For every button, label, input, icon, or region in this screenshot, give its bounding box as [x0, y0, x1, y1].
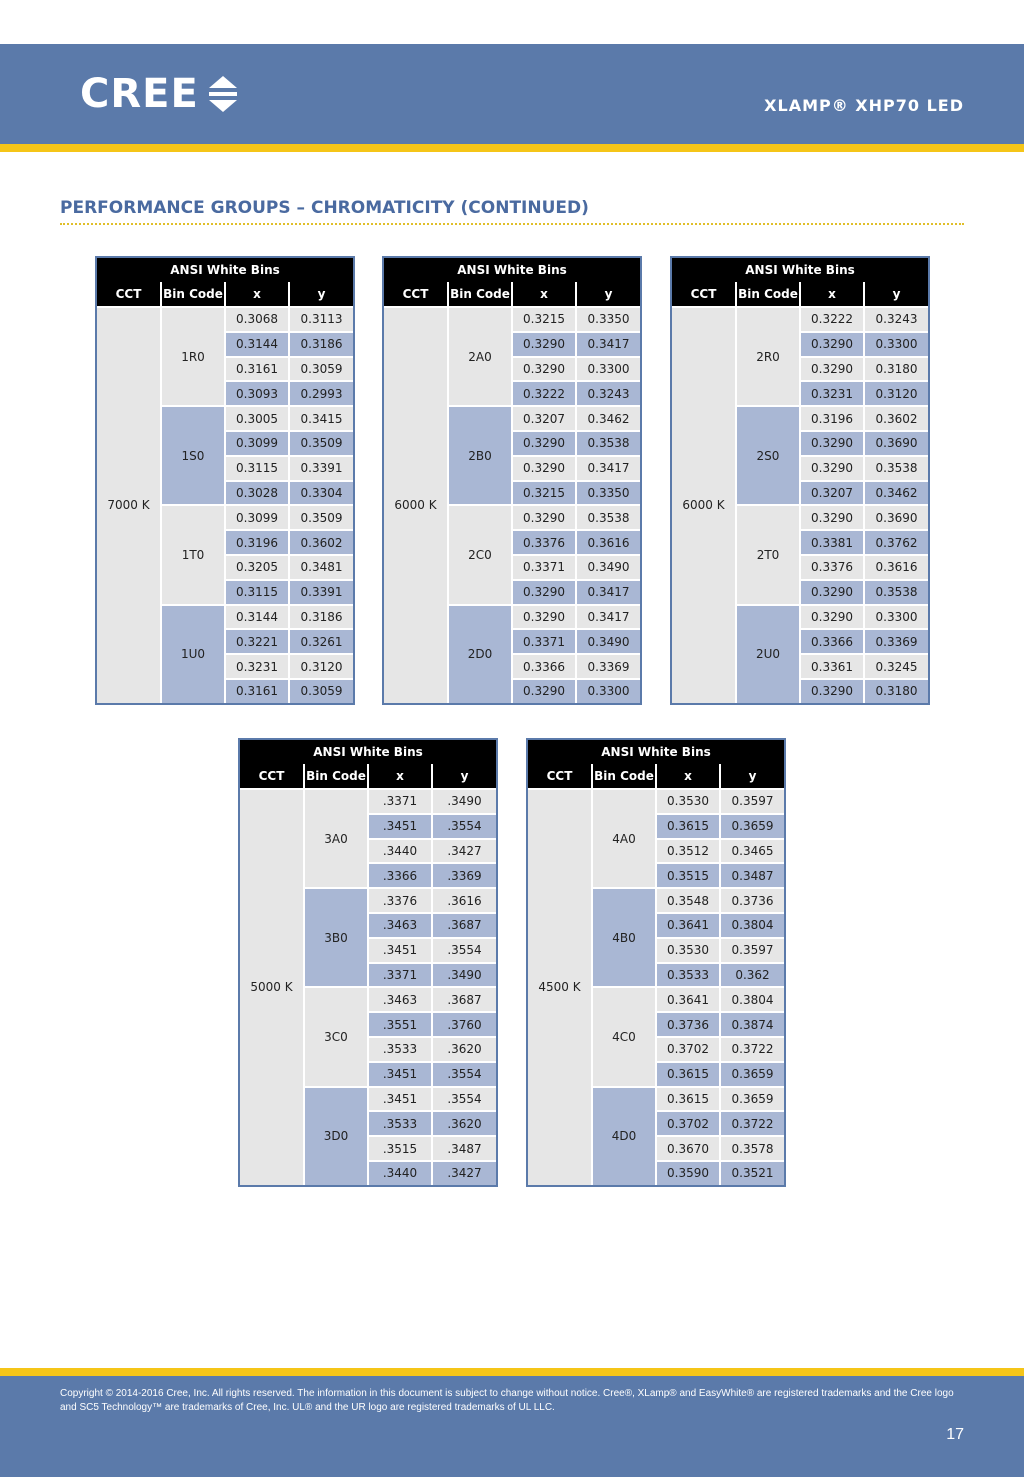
bin-code-header: Bin Code — [304, 764, 368, 789]
y-value-cell: .3687 — [432, 913, 496, 938]
x-value-cell: .3533 — [368, 1037, 432, 1062]
x-value-cell: 0.3161 — [225, 679, 289, 703]
y-value-cell: 0.3415 — [289, 406, 353, 431]
y-value-cell: .3487 — [432, 1136, 496, 1161]
x-value-cell: 0.3290 — [800, 605, 864, 630]
cct-cell: 6000 K — [384, 307, 448, 703]
x-value-cell: 0.3099 — [225, 431, 289, 456]
x-value-cell: 0.3215 — [512, 481, 576, 506]
x-value-cell: 0.3590 — [656, 1161, 720, 1185]
x-value-cell: .3371 — [368, 789, 432, 814]
x-value-cell: .3451 — [368, 814, 432, 839]
x-value-cell: 0.3366 — [512, 654, 576, 679]
y-header: y — [289, 282, 353, 307]
y-value-cell: .3620 — [432, 1111, 496, 1136]
ansi-bin-table — [95, 256, 355, 705]
bin-code-cell: 1U0 — [161, 605, 225, 703]
x-value-cell: 0.3207 — [800, 481, 864, 506]
table-row — [97, 307, 353, 332]
y-value-cell: 0.3538 — [576, 431, 640, 456]
bin-code-cell: 2R0 — [736, 307, 800, 406]
table-row — [528, 789, 784, 814]
x-value-cell: 0.3615 — [656, 1087, 720, 1112]
x-value-cell: 0.3115 — [225, 456, 289, 481]
x-value-cell: 0.3548 — [656, 888, 720, 913]
bin-code-cell: 1R0 — [161, 307, 225, 406]
logo-text: CREE — [80, 71, 199, 117]
x-value-cell: 0.3530 — [656, 938, 720, 963]
bin-code-cell: 2B0 — [448, 406, 512, 505]
y-value-cell: 0.3538 — [864, 456, 928, 481]
x-value-cell: 0.3702 — [656, 1111, 720, 1136]
y-value-cell: 0.3417 — [576, 580, 640, 605]
cct-header: CCT — [97, 282, 161, 307]
ansi-bin-table — [670, 256, 930, 705]
x-value-cell: 0.3196 — [225, 530, 289, 555]
x-value-cell: 0.3196 — [800, 406, 864, 431]
x-value-cell: 0.3512 — [656, 839, 720, 864]
x-value-cell: 0.3093 — [225, 381, 289, 406]
y-value-cell: 0.3602 — [864, 406, 928, 431]
cct-cell: 6000 K — [672, 307, 736, 703]
x-value-cell: 0.3533 — [656, 963, 720, 988]
table-row — [240, 789, 496, 814]
bin-code-cell: 2C0 — [448, 505, 512, 604]
table-group-header: ANSI White Bins — [97, 258, 353, 282]
y-value-cell: .3620 — [432, 1037, 496, 1062]
x-value-cell: 0.3161 — [225, 357, 289, 382]
y-value-cell: .3490 — [432, 963, 496, 988]
y-value-cell: 0.3261 — [289, 629, 353, 654]
x-value-cell: 0.3670 — [656, 1136, 720, 1161]
x-value-cell: .3366 — [368, 863, 432, 888]
bin-code-cell: 2S0 — [736, 406, 800, 505]
y-value-cell: 0.3804 — [720, 987, 784, 1012]
y-value-cell: 0.3736 — [720, 888, 784, 913]
x-value-cell: 0.3736 — [656, 1012, 720, 1037]
page-footer — [0, 1376, 1024, 1477]
x-value-cell: 0.3231 — [800, 381, 864, 406]
x-value-cell: 0.3376 — [800, 555, 864, 580]
x-value-cell: 0.3366 — [800, 629, 864, 654]
x-header: x — [225, 282, 289, 307]
x-value-cell: 0.3530 — [656, 789, 720, 814]
x-value-cell: .3515 — [368, 1136, 432, 1161]
bin-code-cell: 2D0 — [448, 605, 512, 703]
bin-code-header: Bin Code — [736, 282, 800, 307]
y-value-cell: 0.3490 — [576, 555, 640, 580]
y-value-cell: 0.3186 — [289, 605, 353, 630]
y-value-cell: .3369 — [432, 863, 496, 888]
y-value-cell: 0.3521 — [720, 1161, 784, 1185]
y-value-cell: 0.3874 — [720, 1012, 784, 1037]
y-value-cell: .3760 — [432, 1012, 496, 1037]
y-value-cell: 0.3417 — [576, 456, 640, 481]
bin-code-cell: 4B0 — [592, 888, 656, 987]
x-value-cell: 0.3290 — [512, 605, 576, 630]
x-value-cell: .3440 — [368, 1161, 432, 1185]
y-value-cell: 0.3059 — [289, 357, 353, 382]
x-value-cell: .3451 — [368, 1062, 432, 1087]
cct-header: CCT — [240, 764, 304, 789]
y-header: y — [432, 764, 496, 789]
y-value-cell: 0.3509 — [289, 431, 353, 456]
bin-code-header: Bin Code — [592, 764, 656, 789]
x-value-cell: 0.3371 — [512, 629, 576, 654]
y-value-cell: 0.3243 — [864, 307, 928, 332]
bin-code-cell: 4A0 — [592, 789, 656, 888]
y-value-cell: 0.3417 — [576, 605, 640, 630]
x-value-cell: 0.3068 — [225, 307, 289, 332]
x-value-cell: 0.3222 — [800, 307, 864, 332]
y-value-cell: 0.3369 — [864, 629, 928, 654]
y-value-cell: 0.3487 — [720, 863, 784, 888]
x-value-cell: 0.3615 — [656, 814, 720, 839]
x-value-cell: 0.3290 — [512, 431, 576, 456]
page-header — [0, 44, 1024, 144]
y-value-cell: 0.3245 — [864, 654, 928, 679]
x-value-cell: .3451 — [368, 1087, 432, 1112]
table-row — [384, 307, 640, 332]
y-value-cell: .3427 — [432, 1161, 496, 1185]
x-value-cell: 0.3005 — [225, 406, 289, 431]
y-value-cell: 0.3616 — [576, 530, 640, 555]
y-value-cell: 0.3538 — [576, 505, 640, 530]
y-value-cell: 0.3300 — [576, 679, 640, 703]
x-value-cell: .3451 — [368, 938, 432, 963]
header-accent-stripe — [0, 144, 1024, 152]
x-value-cell: .3440 — [368, 839, 432, 864]
y-value-cell: 0.3350 — [576, 481, 640, 506]
x-value-cell: 0.3205 — [225, 555, 289, 580]
x-value-cell: 0.3371 — [512, 555, 576, 580]
x-value-cell: .3533 — [368, 1111, 432, 1136]
y-value-cell: 0.3722 — [720, 1111, 784, 1136]
y-value-cell: 0.3300 — [864, 332, 928, 357]
x-value-cell: 0.3290 — [800, 332, 864, 357]
x-value-cell: 0.3231 — [225, 654, 289, 679]
cree-arrows-icon — [205, 74, 241, 114]
y-value-cell: 0.3597 — [720, 938, 784, 963]
y-value-cell: .3427 — [432, 839, 496, 864]
y-value-cell: 0.2993 — [289, 381, 353, 406]
y-value-cell: 0.3462 — [576, 406, 640, 431]
x-value-cell: 0.3221 — [225, 629, 289, 654]
y-value-cell: 0.3509 — [289, 505, 353, 530]
bin-code-cell: 4D0 — [592, 1087, 656, 1185]
x-value-cell: 0.3290 — [512, 505, 576, 530]
y-value-cell: 0.3186 — [289, 332, 353, 357]
footer-accent-stripe — [0, 1368, 1024, 1376]
y-value-cell: 0.3120 — [289, 654, 353, 679]
x-value-cell: 0.3028 — [225, 481, 289, 506]
y-value-cell: 0.3538 — [864, 580, 928, 605]
ansi-bin-table — [382, 256, 642, 705]
x-value-cell: 0.3361 — [800, 654, 864, 679]
y-value-cell: .3490 — [432, 789, 496, 814]
y-value-cell: 0.3300 — [864, 605, 928, 630]
x-value-cell: 0.3290 — [512, 456, 576, 481]
x-value-cell: 0.3290 — [800, 679, 864, 703]
y-value-cell: 0.3659 — [720, 1062, 784, 1087]
x-value-cell: 0.3290 — [800, 357, 864, 382]
cct-header: CCT — [384, 282, 448, 307]
bin-code-cell: 1T0 — [161, 505, 225, 604]
bin-code-cell: 3B0 — [304, 888, 368, 987]
y-value-cell: 0.3350 — [576, 307, 640, 332]
y-value-cell: .3554 — [432, 1062, 496, 1087]
y-value-cell: 0.3490 — [576, 629, 640, 654]
x-value-cell: 0.3702 — [656, 1037, 720, 1062]
x-value-cell: 0.3099 — [225, 505, 289, 530]
y-value-cell: 0.3113 — [289, 307, 353, 332]
x-value-cell: 0.3290 — [800, 431, 864, 456]
x-header: x — [368, 764, 432, 789]
y-value-cell: 0.3597 — [720, 789, 784, 814]
y-value-cell: 0.3304 — [289, 481, 353, 506]
bin-code-header: Bin Code — [448, 282, 512, 307]
bin-code-cell: 2T0 — [736, 505, 800, 604]
x-value-cell: 0.3615 — [656, 1062, 720, 1087]
y-header: y — [720, 764, 784, 789]
product-name: XLAMP® XHP70 LED — [764, 96, 964, 115]
bin-code-cell: 2A0 — [448, 307, 512, 406]
y-value-cell: 0.3616 — [864, 555, 928, 580]
y-value-cell: 0.3659 — [720, 1087, 784, 1112]
y-value-cell: 0.3300 — [576, 357, 640, 382]
bin-code-cell: 1S0 — [161, 406, 225, 505]
x-value-cell: 0.3290 — [512, 357, 576, 382]
x-value-cell: 0.3290 — [512, 679, 576, 703]
cct-header: CCT — [528, 764, 592, 789]
y-value-cell: 0.3462 — [864, 481, 928, 506]
x-value-cell: 0.3222 — [512, 381, 576, 406]
bin-code-cell: 3A0 — [304, 789, 368, 888]
y-value-cell: 0.3690 — [864, 431, 928, 456]
y-value-cell: 0.3762 — [864, 530, 928, 555]
y-header: y — [864, 282, 928, 307]
y-value-cell: 0.3481 — [289, 555, 353, 580]
y-value-cell: 0.3369 — [576, 654, 640, 679]
x-value-cell: 0.3381 — [800, 530, 864, 555]
x-value-cell: 0.3144 — [225, 605, 289, 630]
x-value-cell: 0.3115 — [225, 580, 289, 605]
y-value-cell: 0.3465 — [720, 839, 784, 864]
x-value-cell: 0.3290 — [512, 580, 576, 605]
y-value-cell: 0.362 — [720, 963, 784, 988]
x-value-cell: 0.3290 — [800, 580, 864, 605]
bin-code-header: Bin Code — [161, 282, 225, 307]
x-header: x — [800, 282, 864, 307]
copyright-notice: Copyright © 2014-2016 Cree, Inc. All rights reserved. The information in this document is subject to change without notice. Cree®, XLamp® and EasyWhite® are registered trademarks and the Cree logo and SC5 Technology™ are trademarks of Cree, Inc. UL® and the UR logo are registered trademarks of UL LLC. — [60, 1388, 954, 1413]
x-value-cell: .3376 — [368, 888, 432, 913]
bin-code-cell: 2U0 — [736, 605, 800, 703]
x-value-cell: .3551 — [368, 1012, 432, 1037]
x-header: x — [512, 282, 576, 307]
x-value-cell: .3463 — [368, 913, 432, 938]
y-value-cell: 0.3417 — [576, 332, 640, 357]
x-header: x — [656, 764, 720, 789]
y-value-cell: 0.3120 — [864, 381, 928, 406]
table-row — [672, 307, 928, 332]
y-value-cell: .3554 — [432, 1087, 496, 1112]
x-value-cell: 0.3641 — [656, 987, 720, 1012]
y-value-cell: 0.3602 — [289, 530, 353, 555]
x-value-cell: .3371 — [368, 963, 432, 988]
bin-code-cell: 3D0 — [304, 1087, 368, 1185]
cct-cell: 5000 K — [240, 789, 304, 1185]
x-value-cell: 0.3290 — [800, 456, 864, 481]
y-value-cell: 0.3180 — [864, 357, 928, 382]
x-value-cell: 0.3515 — [656, 863, 720, 888]
cct-header: CCT — [672, 282, 736, 307]
x-value-cell: 0.3290 — [512, 332, 576, 357]
y-header: y — [576, 282, 640, 307]
y-value-cell: 0.3243 — [576, 381, 640, 406]
table-group-header: ANSI White Bins — [384, 258, 640, 282]
table-group-header: ANSI White Bins — [240, 740, 496, 764]
x-value-cell: 0.3290 — [800, 505, 864, 530]
section-divider — [60, 223, 964, 225]
cct-cell: 7000 K — [97, 307, 161, 703]
y-value-cell: .3554 — [432, 938, 496, 963]
bin-code-cell: 3C0 — [304, 987, 368, 1086]
y-value-cell: .3687 — [432, 987, 496, 1012]
ansi-bin-table — [526, 738, 786, 1187]
y-value-cell: 0.3659 — [720, 814, 784, 839]
y-value-cell: 0.3391 — [289, 580, 353, 605]
y-value-cell: .3616 — [432, 888, 496, 913]
x-value-cell: 0.3144 — [225, 332, 289, 357]
y-value-cell: 0.3578 — [720, 1136, 784, 1161]
y-value-cell: 0.3180 — [864, 679, 928, 703]
cree-logo — [80, 72, 241, 116]
x-value-cell: .3463 — [368, 987, 432, 1012]
x-value-cell: 0.3641 — [656, 913, 720, 938]
table-group-header: ANSI White Bins — [672, 258, 928, 282]
section-title: PERFORMANCE GROUPS – CHROMATICITY (CONTINUED) — [60, 198, 589, 218]
y-value-cell: 0.3391 — [289, 456, 353, 481]
x-value-cell: 0.3215 — [512, 307, 576, 332]
bin-code-cell: 4C0 — [592, 987, 656, 1086]
y-value-cell: 0.3804 — [720, 913, 784, 938]
x-value-cell: 0.3207 — [512, 406, 576, 431]
y-value-cell: .3554 — [432, 814, 496, 839]
y-value-cell: 0.3722 — [720, 1037, 784, 1062]
table-group-header: ANSI White Bins — [528, 740, 784, 764]
y-value-cell: 0.3059 — [289, 679, 353, 703]
ansi-bin-table — [238, 738, 498, 1187]
cct-cell: 4500 K — [528, 789, 592, 1185]
page-number: 17 — [946, 1426, 964, 1443]
x-value-cell: 0.3376 — [512, 530, 576, 555]
y-value-cell: 0.3690 — [864, 505, 928, 530]
